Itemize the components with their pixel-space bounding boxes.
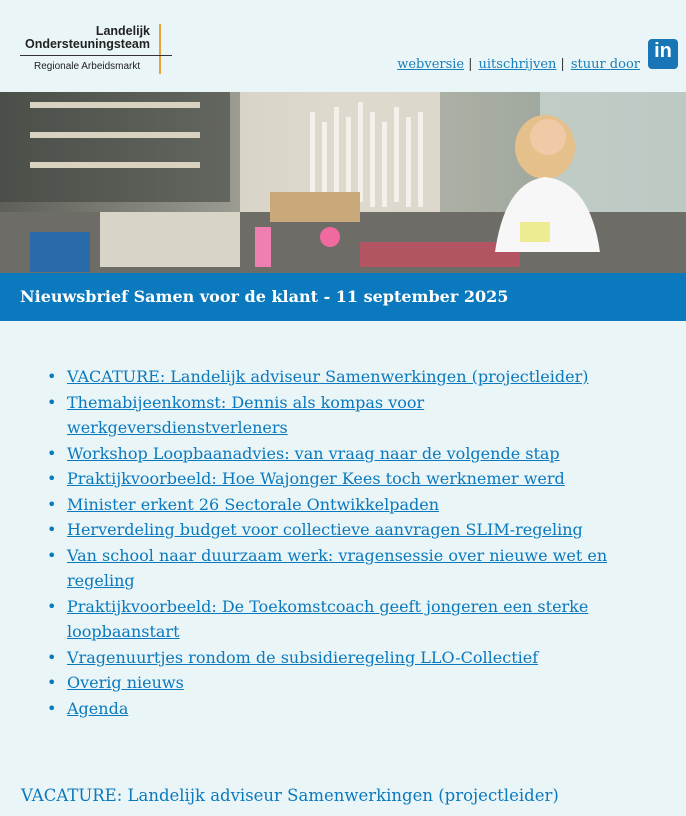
toc-item	[47, 696, 647, 722]
bullet: •	[47, 443, 57, 463]
photo-lab-worker	[0, 92, 686, 273]
toc-link-herverdeling[interactable]: Herverdeling budget voor collectieve aanvragen SLIM-regeling	[67, 520, 583, 539]
logo-line-2: Ondersteuningsteam	[24, 37, 150, 51]
toc-item	[47, 645, 647, 671]
toc-item	[47, 466, 647, 492]
separator: |	[468, 57, 473, 72]
bullet: •	[47, 673, 57, 692]
logo	[20, 24, 180, 76]
bullet: •	[47, 596, 57, 616]
toc-link-vacature[interactable]: VACATURE: Landelijk adviseur Samenwerkingen (projectleider)	[67, 367, 589, 386]
toc-item	[47, 517, 647, 543]
toc-link-overig[interactable]: Overig nieuws	[67, 673, 184, 692]
toc-item	[47, 543, 647, 594]
separator: |	[560, 57, 565, 72]
toc-item	[47, 670, 647, 696]
linkedin-glyph: in	[654, 40, 672, 62]
toc-link-llo[interactable]: Vragenuurtjes rondom de subsidieregeling LLO-Collectief	[67, 647, 539, 667]
newsletter-banner	[0, 273, 686, 321]
table-of-contents	[47, 364, 647, 721]
toc-item	[47, 594, 647, 645]
bullet: •	[47, 392, 57, 412]
hero-image	[0, 92, 686, 273]
unsubscribe-link[interactable]: uitschrijven	[478, 57, 557, 72]
toc-item	[47, 390, 647, 441]
logo-line-1: Landelijk	[95, 24, 150, 38]
linkedin-icon[interactable]	[648, 39, 678, 69]
bullet: •	[47, 545, 57, 565]
section-title-vacature: VACATURE: Landelijk adviseur Samenwerkingen (projectleider)	[21, 786, 559, 805]
webversie-link[interactable]: webversie	[397, 57, 465, 72]
forward-link[interactable]: stuur door	[570, 57, 640, 72]
top-links	[397, 57, 640, 72]
logo-line-3: Regionale Arbeidsmarkt	[34, 61, 141, 72]
logo-divider	[20, 55, 172, 56]
bullet: •	[47, 494, 57, 514]
toc-link-agenda[interactable]: Agenda	[67, 698, 129, 718]
toc-link-school-werk[interactable]: Van school naar duurzaam werk: vragensessie over nieuwe wet en regeling	[67, 545, 608, 590]
toc-link-themabijeenkomst[interactable]: Themabijeenkomst: Dennis als kompas voor werkgeversdienstverleners	[67, 392, 425, 437]
toc-item	[47, 364, 647, 390]
bullet: •	[47, 647, 57, 667]
toc-link-workshop[interactable]: Workshop Loopbaanadvies: van vraag naar de volgende stap	[67, 443, 560, 463]
bullet: •	[47, 520, 57, 539]
toc-link-minister[interactable]: Minister erkent 26 Sectorale Ontwikkelpaden	[67, 494, 440, 514]
toc-link-toekomstcoach[interactable]: Praktijkvoorbeeld: De Toekomstcoach geeft jongeren een sterke loopbaanstart	[67, 596, 589, 641]
newsletter-title: Nieuwsbrief Samen voor de klant - 11 september 2025	[20, 287, 509, 306]
bullet: •	[47, 367, 57, 386]
toc-item	[47, 492, 647, 518]
toc-item	[47, 441, 647, 467]
email-header	[0, 0, 686, 92]
bullet: •	[47, 698, 57, 718]
logo-accent-bar	[159, 24, 161, 74]
bullet: •	[47, 469, 57, 488]
toc-link-praktijk-kees[interactable]: Praktijkvoorbeeld: Hoe Wajonger Kees toch werknemer werd	[67, 469, 565, 488]
